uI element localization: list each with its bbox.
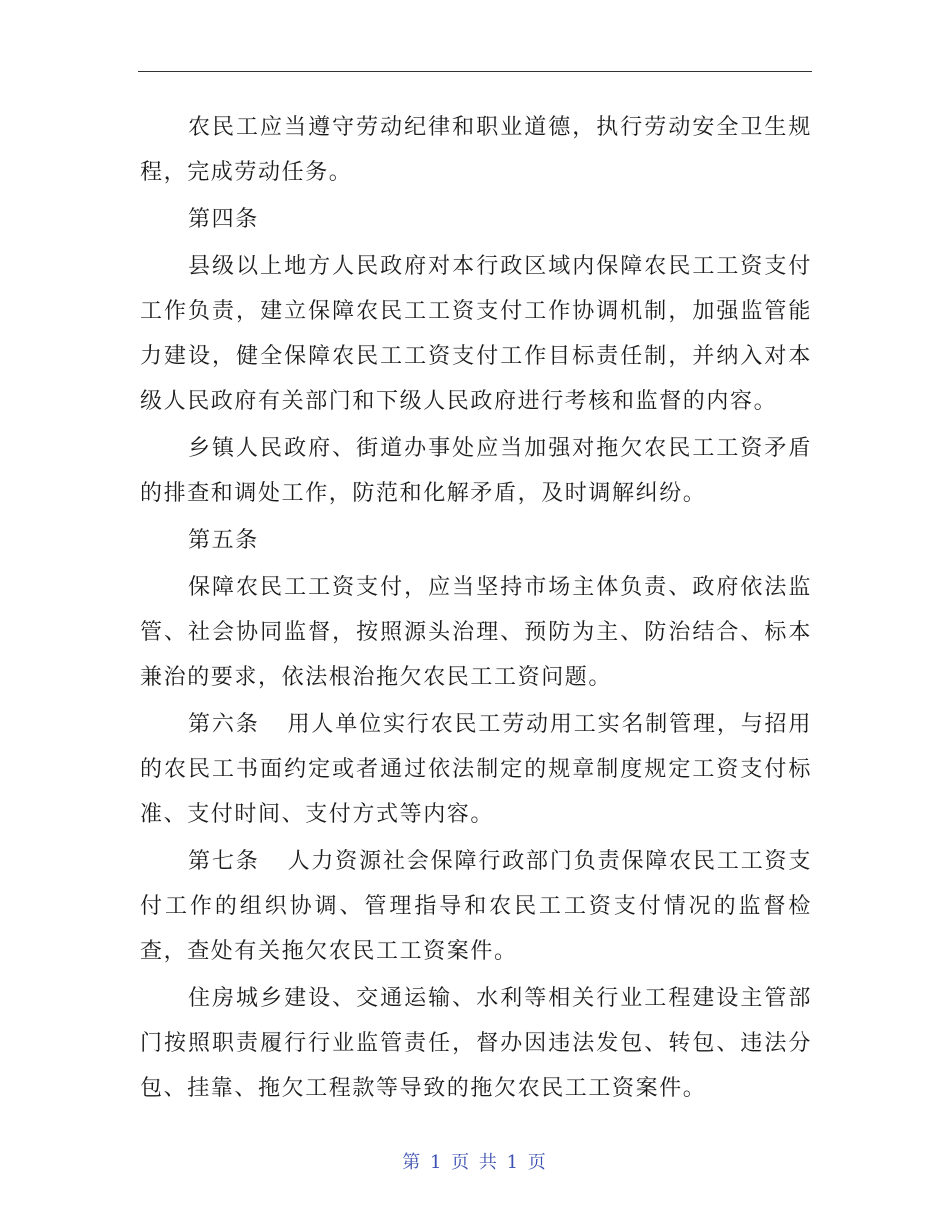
paragraph: 农民工应当遵守劳动纪律和职业道德，执行劳动安全卫生规程，完成劳动任务。 [140,115,812,185]
header-divider [138,71,812,72]
article-heading: 第五条 [188,528,259,553]
page-indicator: 第 1 页 共 1 页 [402,1152,548,1173]
article-paragraph [140,702,812,837]
paragraph: 住房城乡建设、交通运输、水利等相关行业工程建设主管部门按照职责履行行业监管责任，督办因违法发包、转包、违法分包、挂靠、拖欠工程款等导致的拖欠农民工工资案件。 [140,986,812,1101]
paragraph: 保障农民工工资支付，应当坚持市场主体负责、政府依法监管、社会协同监督，按照源头治理、预防为主、防治结合、标本兼治的要求，依法根治拖欠农民工工资问题。 [140,575,812,690]
document-body [140,105,812,1111]
article-label: 第七条 [188,849,260,874]
article-paragraph [140,839,812,974]
article-text: 用人单位实行农民工劳动用工实名制管理，与招用的农民工书面约定或者通过依法制定的规章制度规定工资支付标准、支付时间、支付方式等内容。 [140,712,813,827]
article-text: 人力资源社会保障行政部门负责保障农民工工资支付工作的组织协调、管理指导和农民工工资支付情况的监督检查，查处有关拖欠农民工工资案件。 [140,849,813,964]
article-heading: 第四条 [188,207,259,232]
article-label: 第六条 [188,712,260,737]
paragraph: 乡镇人民政府、街道办事处应当加强对拖欠农民工工资矛盾的排查和调处工作，防范和化解矛盾，及时调解纠纷。 [140,436,812,506]
paragraph: 县级以上地方人民政府对本行政区域内保障农民工工资支付工作负责，建立保障农民工工资支付工作协调机制，加强监管能力建设，健全保障农民工工资支付工作目标责任制，并纳入对本级人民政府有关部门和下级人民政府进行考核和监督的内容。 [140,254,812,414]
